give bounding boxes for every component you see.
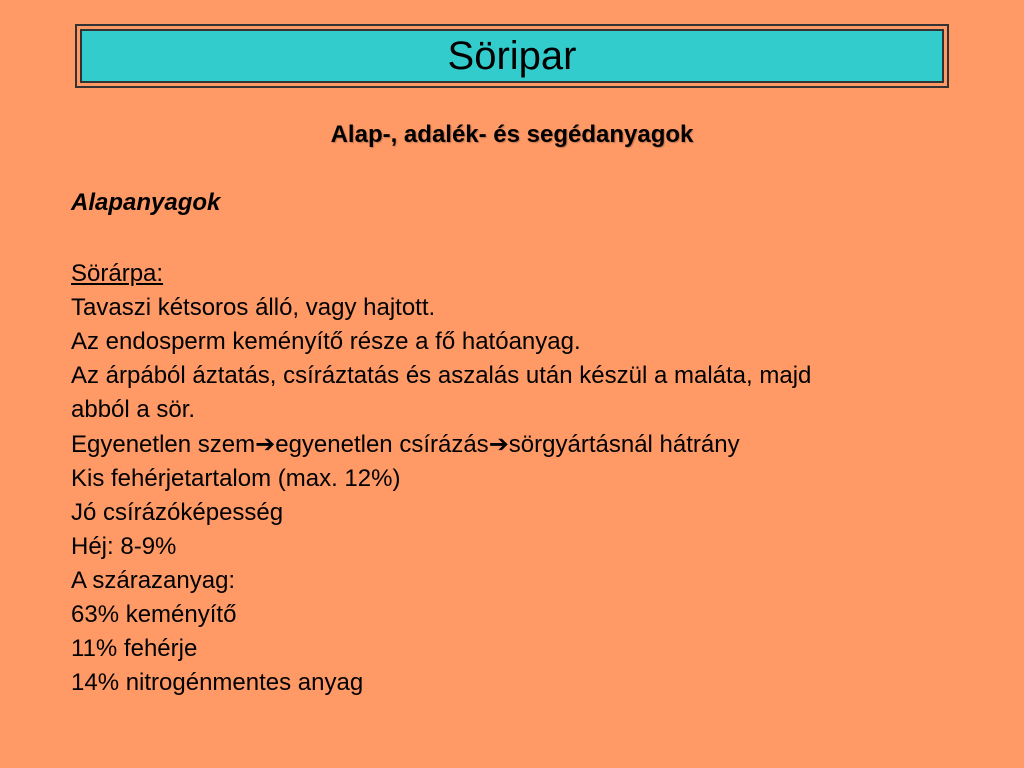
text-line: Az endosperm keményítő része a fő hatóanyag. (71, 328, 581, 355)
title-banner (80, 29, 944, 83)
arrow-line-part: egyenetlen csírázás (275, 431, 489, 458)
right-arrow-icon: ➔ (488, 430, 509, 458)
text-line: 14% nitrogénmentes anyag (71, 669, 364, 696)
arrow-text-line (71, 427, 971, 462)
text-line: 11% fehérje (71, 635, 198, 662)
arrow-line-part: sörgyártásnál hátrány (508, 431, 740, 458)
arrow-line-part: Egyenetlen szem (71, 431, 256, 458)
text-line: 63% keményítő (71, 601, 237, 628)
text-line: Héj: 8-9% (71, 533, 177, 560)
text-line: abból a sör. (71, 396, 196, 423)
topic-heading: Sörárpa: (71, 260, 164, 287)
text-line: Tavaszi kétsoros álló, vagy hajtott. (71, 294, 436, 321)
slide-subtitle: Alap-, adalék- és segédanyagok (330, 121, 694, 148)
text-line: A szárazanyag: (71, 567, 236, 594)
right-arrow-icon: ➔ (255, 430, 276, 458)
text-line: Jó csírázóképesség (71, 499, 284, 526)
body-text (71, 257, 971, 700)
title-box (75, 24, 949, 88)
text-line: Az árpából áztatás, csíráztatás és aszalás után készül a maláta, majd (71, 362, 812, 389)
section-heading: Alapanyagok (71, 189, 221, 216)
text-line: Kis fehérjetartalom (max. 12%) (71, 465, 401, 492)
slide-title: Söripar (447, 34, 577, 78)
